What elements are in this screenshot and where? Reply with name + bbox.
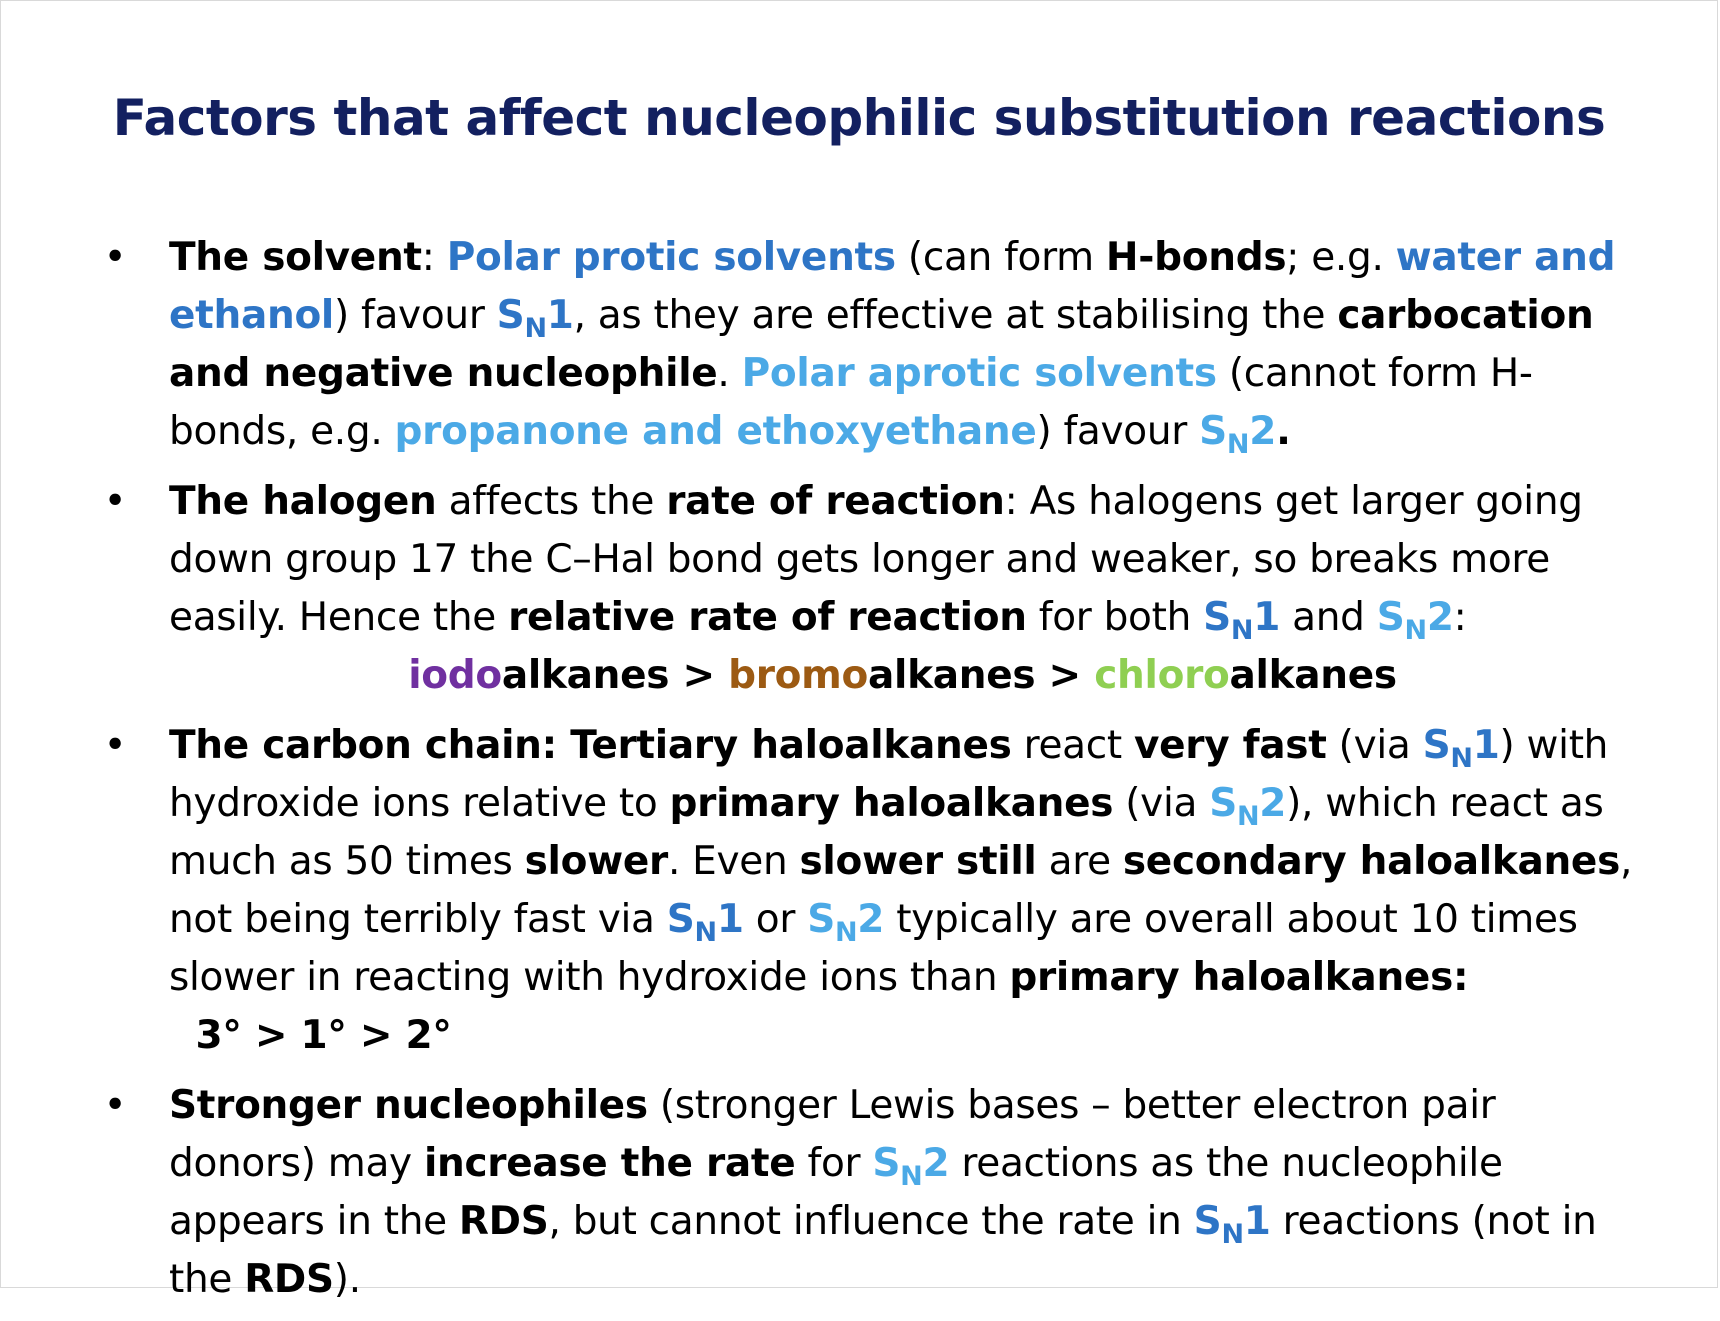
bullet-dot: •	[103, 235, 127, 280]
term-solvent: The solvent	[169, 235, 422, 280]
sn1-label: $S_N1$	[1422, 723, 1500, 774]
sn2-label: $S_N2$	[872, 1141, 950, 1192]
primary-haloalkanes: primary haloalkanes:	[1009, 955, 1469, 1000]
sn2-label: $S_N2$	[1376, 595, 1454, 646]
rds: RDS	[458, 1199, 549, 1244]
polar-aprotic: Polar aprotic solvents	[741, 351, 1217, 396]
text: : As halogens get larger going down group 17 the C–Hal bond gets longer and weaker, so breaks more easily. Hence the	[169, 479, 1583, 640]
text: (can form	[895, 235, 1106, 280]
gt: >	[1035, 653, 1095, 698]
bullet-dot: •	[103, 479, 127, 524]
sn2-label: $S_N2$	[1199, 409, 1277, 460]
text: , as they are effective at stabilising the	[573, 293, 1338, 338]
alkanes: alkanes	[501, 653, 670, 698]
sn1-label: $S_N1$	[1203, 595, 1281, 646]
increase-rate: increase the rate	[423, 1141, 796, 1186]
text: ) with hydroxide ions relative to	[169, 723, 1609, 826]
carbocation: carbocation and negative nucleophile	[169, 293, 1594, 396]
rds: RDS	[244, 1257, 334, 1302]
term-nucleophiles: Stronger nucleophiles	[169, 1083, 648, 1128]
secondary: secondary haloalkanes	[1122, 839, 1620, 884]
bullet-solvent	[101, 229, 1636, 461]
slide-title: Factors that affect nucleophilic substitution reactions	[112, 89, 1606, 147]
bullet-dot: •	[103, 1083, 127, 1128]
text: for	[795, 1141, 873, 1186]
gt: >	[669, 653, 729, 698]
text: or	[743, 897, 808, 942]
bullet-nucleophiles	[101, 1077, 1636, 1309]
text: (cannot form H-bonds, e.g.	[169, 351, 1533, 454]
bullet-carbon-chain	[101, 717, 1636, 1065]
text: typically are overall about 10 times slower in reacting with hydroxide ions than	[169, 897, 1578, 1000]
text: , but cannot influence the rate in	[548, 1199, 1194, 1244]
text: for both	[1026, 595, 1204, 640]
bullet-list	[101, 229, 1636, 1321]
polar-protic: Polar protic solvents	[446, 235, 896, 280]
text: ), which react as much as 50 times	[169, 781, 1604, 884]
chloro: chloro	[1094, 653, 1230, 698]
halogen-order	[169, 647, 1636, 705]
slower-still: slower still	[799, 839, 1037, 884]
period: .	[1276, 409, 1291, 454]
text: , not being terribly fast via	[169, 839, 1633, 942]
water-ethanol: water and ethanol	[169, 235, 1616, 338]
sn1-label: $S_N1$	[1193, 1199, 1271, 1250]
primary: primary haloalkanes	[669, 781, 1114, 826]
relative-rate: relative rate of reaction	[508, 595, 1027, 640]
text: (via	[1326, 723, 1423, 768]
term-carbon-chain: The carbon chain: Tertiary haloalkanes	[169, 723, 1012, 768]
h-bonds: H-bonds	[1105, 235, 1287, 280]
text: react	[1011, 723, 1135, 768]
text: .	[717, 351, 742, 396]
sn2-label: $S_N2$	[1209, 781, 1287, 832]
sn1-label: $S_N1$	[496, 293, 574, 344]
alkanes: alkanes	[868, 653, 1036, 698]
text: :	[421, 235, 447, 280]
slower: slower	[524, 839, 668, 884]
bromo: bromo	[728, 653, 868, 698]
text: :	[1453, 595, 1467, 640]
text: (stronger Lewis bases – better electron pair donors) may	[169, 1083, 1496, 1186]
text: reactions as the nucleophile appears in the	[169, 1141, 1503, 1244]
order-degrees: 3° > 1° > 2°	[169, 1013, 452, 1058]
iodo: iodo	[408, 653, 502, 698]
bullet-halogen	[101, 473, 1636, 705]
rate-of-reaction: rate of reaction	[666, 479, 1005, 524]
term-halogen: The halogen	[169, 479, 437, 524]
alkanes: alkanes	[1229, 653, 1397, 698]
text: reactions (not in the	[169, 1199, 1597, 1302]
text: and	[1280, 595, 1377, 640]
propanone-ethoxyethane: propanone and ethoxyethane	[394, 409, 1037, 454]
text: ; e.g.	[1286, 235, 1396, 280]
text: ).	[333, 1257, 361, 1302]
sn2-label: $S_N2$	[807, 897, 885, 948]
text: (via	[1113, 781, 1210, 826]
text: . Even	[667, 839, 800, 884]
sn1-label: $S_N1$	[666, 897, 744, 948]
text: ) favour	[334, 293, 497, 338]
very-fast: very fast	[1134, 723, 1327, 768]
text: affects the	[436, 479, 667, 524]
text: are	[1036, 839, 1123, 884]
text: ) favour	[1036, 409, 1200, 454]
bullet-dot: •	[103, 723, 127, 768]
